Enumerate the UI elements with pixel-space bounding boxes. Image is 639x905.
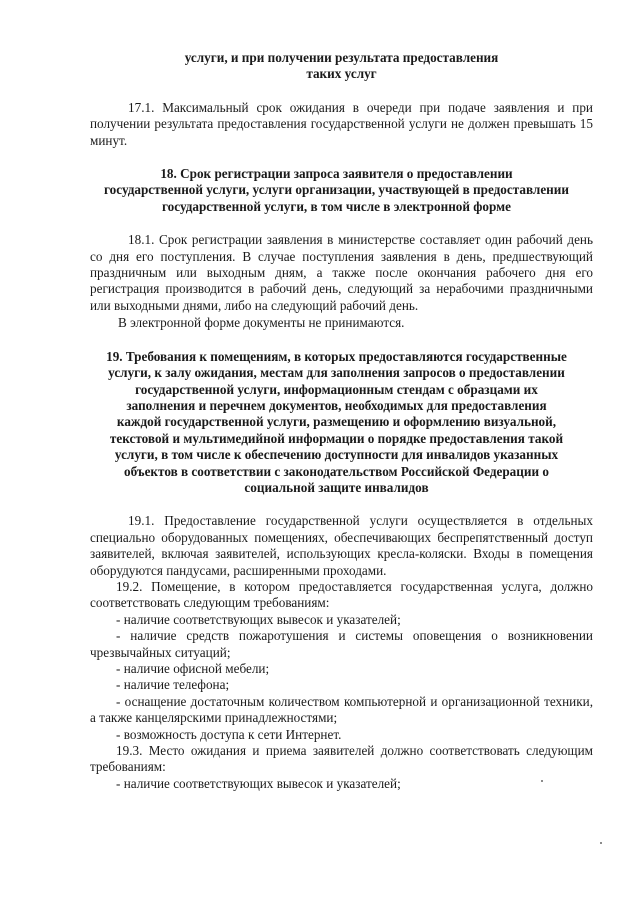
paragraph-19-3: 19.3. Место ожидания и приема заявителей должно соответствовать следующим требованиям: bbox=[90, 743, 593, 775]
list-item: - возможность доступа к сети Интернет. bbox=[116, 726, 342, 742]
heading-line: 18. Срок регистрации запроса заявителя о предоставлении bbox=[160, 166, 513, 182]
paragraph-19-2: 19.2. Помещение, в котором предоставляется государственная услуга, должно соответствовать следующим требованиям: bbox=[90, 578, 593, 611]
heading-line: услуги, и при получении результата предоставления bbox=[184, 50, 499, 65]
list-item: - наличие офисной мебели; bbox=[116, 661, 270, 676]
heading-line: государственной услуги, в том числе в электронной форме bbox=[162, 198, 511, 214]
list-item: - наличие средств пожаротушения и системы оповещения о возникновении чрезвычайных ситуаций; bbox=[90, 628, 593, 660]
list-item: - оснащение достаточным количеством компьютерной и организационной техники, а также канцелярскими принадлежностями; bbox=[90, 693, 593, 726]
heading-line: услуги, в том числе к обеспечению доступности для инвалидов указанных bbox=[114, 447, 559, 463]
heading-line: 19. Требования к помещениям, в которых предоставляются государственные bbox=[106, 348, 567, 364]
heading-line: услуги, к залу ожидания, местам для заполнения запросов о предоставлении bbox=[108, 365, 565, 381]
section-18-heading bbox=[80, 166, 593, 215]
paragraph-17-1: 17.1. Максимальный срок ожидания в очереди при подаче заявления и при получении результата предоставления государственной услуги не должен превышать 15 минут. bbox=[90, 99, 593, 148]
scan-speck bbox=[600, 842, 602, 844]
heading-line: заполнения и перечнем документов, необходимых для предоставления bbox=[126, 397, 547, 413]
heading-line: социальной защите инвалидов bbox=[244, 479, 429, 495]
heading-line: каждой государственной услуги, размещению и оформлению визуальной, bbox=[116, 414, 557, 430]
heading-line: государственной услуги, информационным стендам с образцами их bbox=[135, 381, 538, 397]
heading-line: государственной услуги, услуги организации, участвующей в предоставлении bbox=[104, 182, 569, 198]
heading-line: объектов в соответствии с законодательством Российской Федерации о bbox=[124, 463, 549, 479]
heading-line: текстовой и мультимедийной информации о порядке предоставления такой bbox=[109, 430, 564, 446]
heading-line: таких услуг bbox=[306, 66, 377, 82]
paragraph-19-1: 19.1. Предоставление государственной услуги осуществляется в отдельных специально оборудованных помещениях, обеспечивающих беспрепятственный доступ заявителей, включая заявителей, использующих кресла-коляски. Входы в помещения оборудуются пандусами, расширенными проходами. bbox=[90, 513, 593, 578]
list-item: - наличие соответствующих вывесок и указателей; bbox=[116, 611, 401, 627]
paragraph-18-2: В электронной форме документы не принимаются. bbox=[118, 315, 405, 331]
scan-speck bbox=[541, 780, 543, 782]
list-item: - наличие телефона; bbox=[116, 677, 230, 693]
section-17-heading bbox=[90, 50, 593, 83]
section-19-heading bbox=[80, 349, 593, 497]
paragraph-18-1: 18.1. Срок регистрации заявления в министерстве составляет один рабочий день со дня его поступления. В случае поступления заявления в день, предшествующий праздничным или выходным дням, а также после окончания рабочего дня его регистрация производится в рабочий день, следующий за нерабочими праздничными или выходными днями, либо на следующий рабочий день. bbox=[90, 232, 593, 313]
list-item: - наличие соответствующих вывесок и указателей; bbox=[116, 775, 401, 791]
